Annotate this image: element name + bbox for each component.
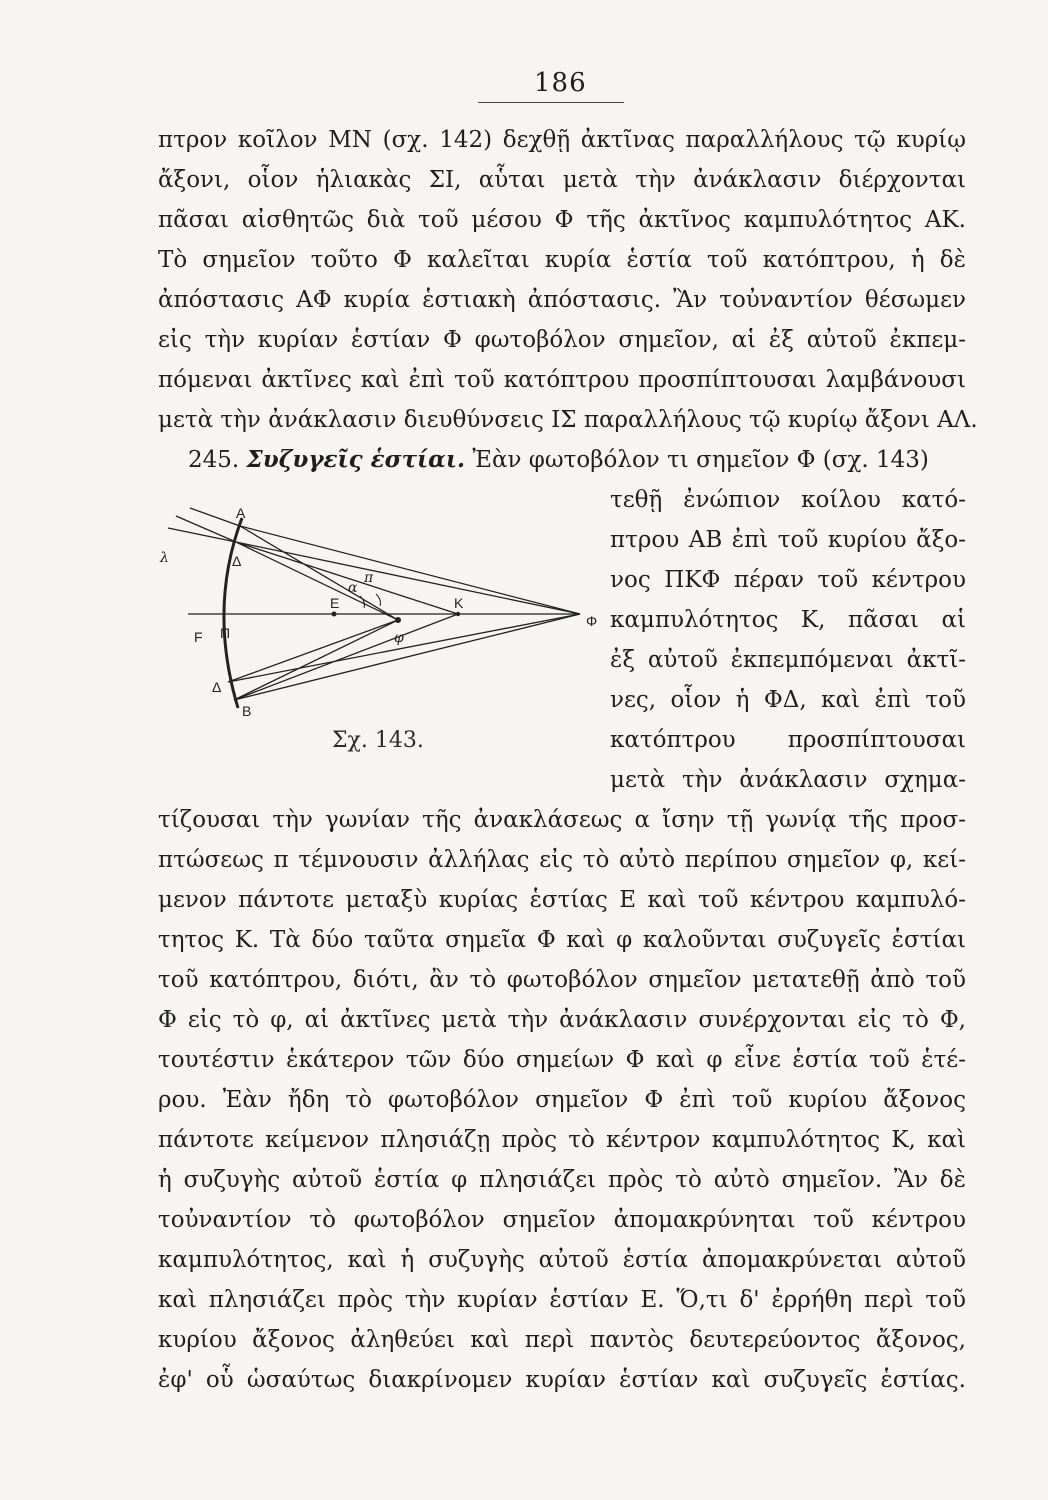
text-line: ἄξονι, οἷον ἡλιακὰς ΣΙ, αὗται μετὰ τὴν ἀνάκλασιν διέρχονται: [158, 167, 966, 193]
figure-caption: Σχ. 143.: [332, 728, 424, 753]
text-line: κυρίου ἄξονος ἀληθεύει καὶ περὶ παντὸς δευτερεύοντος ἄξονος,: [158, 1327, 966, 1353]
text-line: πτρον κοῖλον ΜΝ (σχ. 142) δεχθῇ ἀκτῖνας παραλλήλους τῷ κυρίῳ: [158, 127, 966, 153]
normal-line: [234, 614, 458, 700]
text-line: τοῦ κατόπτρου, διότι, ἂν τὸ φωτοβόλον σημεῖον μετατεθῇ ἀπὸ τοῦ: [158, 967, 966, 993]
normal-line: [236, 542, 458, 614]
text-line: καμπυλότητος Κ, πᾶσαι αἱ: [610, 607, 966, 633]
incident-ray: [168, 528, 236, 542]
text-line: μετὰ τὴν ἀνάκλασιν διευθύνσεις ΙΣ παραλλήλους τῷ κυρίῳ ἄξονι ΑΛ.: [158, 407, 978, 433]
incident-ray: [190, 508, 240, 526]
label-delta-bottom: Δ: [212, 679, 222, 695]
reflected-ray: [228, 620, 398, 682]
text-line: πάντοτε κείμενον πλησιάζῃ πρὸς τὸ κέντρον καμπυλότητος Κ, καὶ: [158, 1127, 966, 1153]
text-line: τεθῇ ἐνώπιον κοίλου κατό-: [610, 487, 966, 513]
section-title: Συζυγεῖς ἑστίαι.: [246, 446, 466, 473]
text-line: μετὰ τὴν ἀνάκλασιν σχημα-: [610, 767, 966, 793]
mirror-diagram: [150, 496, 600, 730]
point-phi-small: [395, 617, 401, 623]
text-line: μενον πάντοτε μεταξὺ κυρίας ἑστίας Ε καὶ τοῦ κέντρου καμπυλό-: [158, 887, 966, 913]
label-E: E: [330, 595, 340, 611]
incident-ray: [176, 516, 236, 542]
text-line: πτώσεως π τέμνουσιν ἀλλήλας εἰς τὸ αὐτὸ περίπου σημεῖον φ, κεί-: [158, 847, 966, 873]
ray: [234, 614, 580, 700]
text-line: ἡ συζυγὴς αὐτοῦ ἑστία φ πλησιάζει πρὸς τὸ αὐτὸ σημεῖον. Ἂν δὲ: [158, 1167, 966, 1193]
label-A: A: [236, 505, 246, 521]
ray: [228, 614, 580, 682]
text-line: καὶ πλησιάζει πρὸς τὴν κυρίαν ἑστίαν Ε. Ὅ,τι δ' ἐρρήθη περὶ τοῦ: [158, 1287, 966, 1313]
text-line: εἰς τὴν κυρίαν ἑστίαν Φ φωτοβόλον σημεῖον, αἱ ἐξ αὐτοῦ ἐκπεμ-: [158, 327, 966, 353]
text-line: Φ εἰς τὸ φ, αἱ ἀκτῖνες μετὰ τὴν ἀνάκλασιν συνέρχονται εἰς τὸ Φ,: [158, 1007, 966, 1033]
text-line: τουτέστιν ἑκάτερον τῶν δύο σημείων Φ καὶ φ εἶνε ἑστία τοῦ ἑτέ-: [158, 1047, 966, 1073]
angle-arc-pi: [376, 594, 381, 606]
text-line: τοὐναντίον τὸ φωτοβόλον σημεῖον ἀπομακρύνηται τοῦ κέντρου: [158, 1207, 966, 1233]
text-line: ρου. Ἐὰν ἤδη τὸ φωτοβόλον σημεῖον Φ ἐπὶ τοῦ κυρίου ἄξονος: [158, 1087, 966, 1113]
text-line: νες, οἷον ἡ ΦΔ, καὶ ἐπὶ τοῦ: [610, 687, 966, 713]
point-K: [456, 612, 460, 616]
ray: [240, 526, 580, 614]
text-line: κατόπτρου προσπίπτουσαι: [610, 727, 966, 753]
text-line: πόμεναι ἀκτῖνες καὶ ἐπὶ τοῦ κατόπτρου προσπίπτουσαι λαμβάνουσι: [158, 367, 966, 393]
reflected-ray: [236, 542, 398, 620]
label-delta-top: Δ: [232, 553, 242, 569]
ray: [236, 542, 580, 614]
section-first-line: Ἐὰν φωτοβόλον τι σημεῖον Φ (σχ. 143): [472, 447, 929, 473]
text-line: ἐφ' οὗ ὡσαύτως διακρίνομεν κυρίαν ἑστίαν καὶ συζυγεῖς ἑστίας.: [158, 1367, 966, 1393]
label-pi-angle: π: [364, 570, 374, 586]
reflected-ray: [234, 620, 398, 700]
text-line: πτρου ΑΒ ἐπὶ τοῦ κυρίου ἄξο-: [610, 527, 966, 553]
reflected-ray: [240, 526, 398, 620]
point-E: [332, 612, 337, 617]
label-phi-small: φ: [394, 630, 404, 646]
text-line: τίζουσαι τὴν γωνίαν τῆς ἀνακλάσεως α ἴσην τῇ γωνίᾳ τῆς προσ-: [158, 807, 966, 833]
label-alpha: α: [348, 580, 358, 596]
section-number: 245.: [188, 447, 240, 473]
label-Pi: Π: [220, 625, 231, 641]
label-F: F: [194, 629, 203, 645]
text-line: ἀπόστασις ΑΦ κυρία ἑστιακὴ ἀπόστασις. Ἂν τοὐναντίον θέσωμεν: [158, 287, 966, 313]
text-line: τητος Κ. Τὰ δύο ταῦτα σημεῖα Φ καὶ φ καλοῦνται συζυγεῖς ἑστίαι: [158, 927, 966, 953]
text-line: καμπυλότητος, καὶ ἡ συζυγὴς αὐτοῦ ἑστία ἀπομακρύνεται αὐτοῦ: [158, 1247, 966, 1273]
label-lambda: λ: [160, 550, 169, 566]
label-B: B: [242, 703, 252, 719]
section-heading-line: [188, 444, 966, 476]
text-line: ἐξ αὐτοῦ ἐκπεμπόμεναι ἀκτῖ-: [610, 647, 966, 673]
header-rule: [478, 102, 624, 103]
text-line: Τὸ σημεῖον τοῦτο Φ καλεῖται κυρία ἑστία τοῦ κατόπτρου, ἡ δὲ: [158, 247, 966, 273]
text-line: νος ΠΚΦ πέραν τοῦ κέντρου: [610, 567, 966, 593]
label-phi-big: Φ: [586, 613, 598, 629]
page-number: 186: [534, 68, 587, 98]
label-K: K: [454, 595, 464, 611]
text-line: πᾶσαι αἰσθητῶς διὰ τοῦ μέσου Φ τῆς ἀκτῖνος καμπυλότητος ΑΚ.: [158, 207, 966, 233]
